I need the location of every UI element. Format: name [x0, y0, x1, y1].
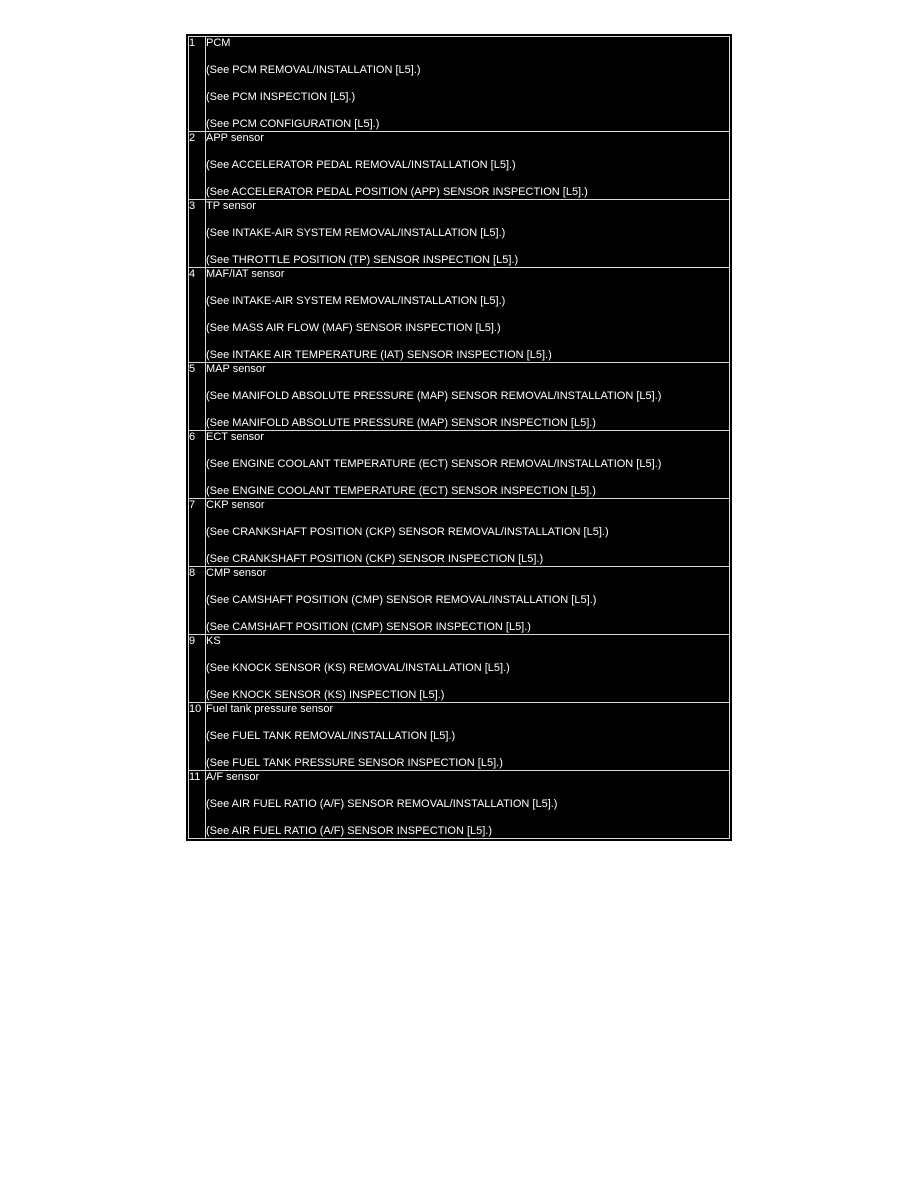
- item-description: [206, 37, 730, 132]
- procedure-reference-link[interactable]: (See CAMSHAFT POSITION (CMP) SENSOR INSPECTION [L5].): [206, 621, 531, 633]
- component-name: MAP sensor: [206, 363, 266, 375]
- item-number: 11: [189, 771, 206, 839]
- procedure-reference-link[interactable]: (See CRANKSHAFT POSITION (CKP) SENSOR INSPECTION [L5].): [206, 553, 544, 565]
- item-number: 4: [189, 268, 206, 363]
- component-name: MAF/IAT sensor: [206, 268, 285, 280]
- component-name: A/F sensor: [206, 771, 260, 783]
- table-row: [189, 200, 730, 268]
- table-row: [189, 703, 730, 771]
- component-table: [188, 36, 730, 839]
- item-description: [206, 499, 730, 567]
- item-number: 1: [189, 37, 206, 132]
- procedure-reference-link[interactable]: (See FUEL TANK REMOVAL/INSTALLATION [L5].): [206, 730, 456, 742]
- item-description: [206, 635, 730, 703]
- component-name: PCM: [206, 37, 231, 49]
- item-description: [206, 703, 730, 771]
- item-number: 9: [189, 635, 206, 703]
- procedure-reference-link[interactable]: (See PCM CONFIGURATION [L5].): [206, 118, 380, 130]
- procedure-reference-link[interactable]: (See KNOCK SENSOR (KS) INSPECTION [L5].): [206, 689, 445, 701]
- procedure-reference-link[interactable]: (See INTAKE-AIR SYSTEM REMOVAL/INSTALLATION [L5].): [206, 227, 506, 239]
- procedure-reference-link[interactable]: (See MANIFOLD ABSOLUTE PRESSURE (MAP) SENSOR REMOVAL/INSTALLATION [L5].): [206, 390, 662, 402]
- table-row: [189, 37, 730, 132]
- procedure-reference-link[interactable]: (See AIR FUEL RATIO (A/F) SENSOR REMOVAL/INSTALLATION [L5].): [206, 798, 558, 810]
- item-description: [206, 132, 730, 200]
- table-row: [189, 431, 730, 499]
- procedure-reference-link[interactable]: (See FUEL TANK PRESSURE SENSOR INSPECTION [L5].): [206, 757, 503, 769]
- item-number: 5: [189, 363, 206, 431]
- component-name: KS: [206, 635, 221, 647]
- item-description: [206, 567, 730, 635]
- component-name: ECT sensor: [206, 431, 264, 443]
- item-number: 7: [189, 499, 206, 567]
- item-description: [206, 200, 730, 268]
- table-row: [189, 499, 730, 567]
- component-table-frame: [186, 34, 732, 841]
- procedure-reference-link[interactable]: (See ACCELERATOR PEDAL REMOVAL/INSTALLATION [L5].): [206, 159, 516, 171]
- table-row: [189, 268, 730, 363]
- item-number: 2: [189, 132, 206, 200]
- component-name: APP sensor: [206, 132, 264, 144]
- component-name: Fuel tank pressure sensor: [206, 703, 334, 715]
- item-number: 3: [189, 200, 206, 268]
- item-number: 10: [189, 703, 206, 771]
- procedure-reference-link[interactable]: (See CAMSHAFT POSITION (CMP) SENSOR REMOVAL/INSTALLATION [L5].): [206, 594, 597, 606]
- procedure-reference-link[interactable]: (See THROTTLE POSITION (TP) SENSOR INSPECTION [L5].): [206, 254, 519, 266]
- procedure-reference-link[interactable]: (See ACCELERATOR PEDAL POSITION (APP) SENSOR INSPECTION [L5].): [206, 186, 588, 198]
- component-name: CMP sensor: [206, 567, 267, 579]
- table-row: [189, 771, 730, 839]
- procedure-reference-link[interactable]: (See MASS AIR FLOW (MAF) SENSOR INSPECTION [L5].): [206, 322, 501, 334]
- procedure-reference-link[interactable]: (See CRANKSHAFT POSITION (CKP) SENSOR REMOVAL/INSTALLATION [L5].): [206, 526, 609, 538]
- procedure-reference-link[interactable]: (See PCM REMOVAL/INSTALLATION [L5].): [206, 64, 421, 76]
- table-row: [189, 132, 730, 200]
- table-row: [189, 635, 730, 703]
- item-description: [206, 268, 730, 363]
- procedure-reference-link[interactable]: (See MANIFOLD ABSOLUTE PRESSURE (MAP) SENSOR INSPECTION [L5].): [206, 417, 596, 429]
- procedure-reference-link[interactable]: (See ENGINE COOLANT TEMPERATURE (ECT) SENSOR REMOVAL/INSTALLATION [L5].): [206, 458, 662, 470]
- item-number: 6: [189, 431, 206, 499]
- table-row: [189, 567, 730, 635]
- component-table-body: [189, 37, 730, 839]
- item-description: [206, 771, 730, 839]
- procedure-reference-link[interactable]: (See KNOCK SENSOR (KS) REMOVAL/INSTALLATION [L5].): [206, 662, 510, 674]
- component-name: TP sensor: [206, 200, 256, 212]
- procedure-reference-link[interactable]: (See INTAKE-AIR SYSTEM REMOVAL/INSTALLATION [L5].): [206, 295, 506, 307]
- table-row: [189, 363, 730, 431]
- procedure-reference-link[interactable]: (See PCM INSPECTION [L5].): [206, 91, 356, 103]
- component-name: CKP sensor: [206, 499, 265, 511]
- procedure-reference-link[interactable]: (See INTAKE AIR TEMPERATURE (IAT) SENSOR INSPECTION [L5].): [206, 349, 552, 361]
- item-number: 8: [189, 567, 206, 635]
- procedure-reference-link[interactable]: (See AIR FUEL RATIO (A/F) SENSOR INSPECTION [L5].): [206, 825, 493, 837]
- item-description: [206, 431, 730, 499]
- procedure-reference-link[interactable]: (See ENGINE COOLANT TEMPERATURE (ECT) SENSOR INSPECTION [L5].): [206, 485, 596, 497]
- item-description: [206, 363, 730, 431]
